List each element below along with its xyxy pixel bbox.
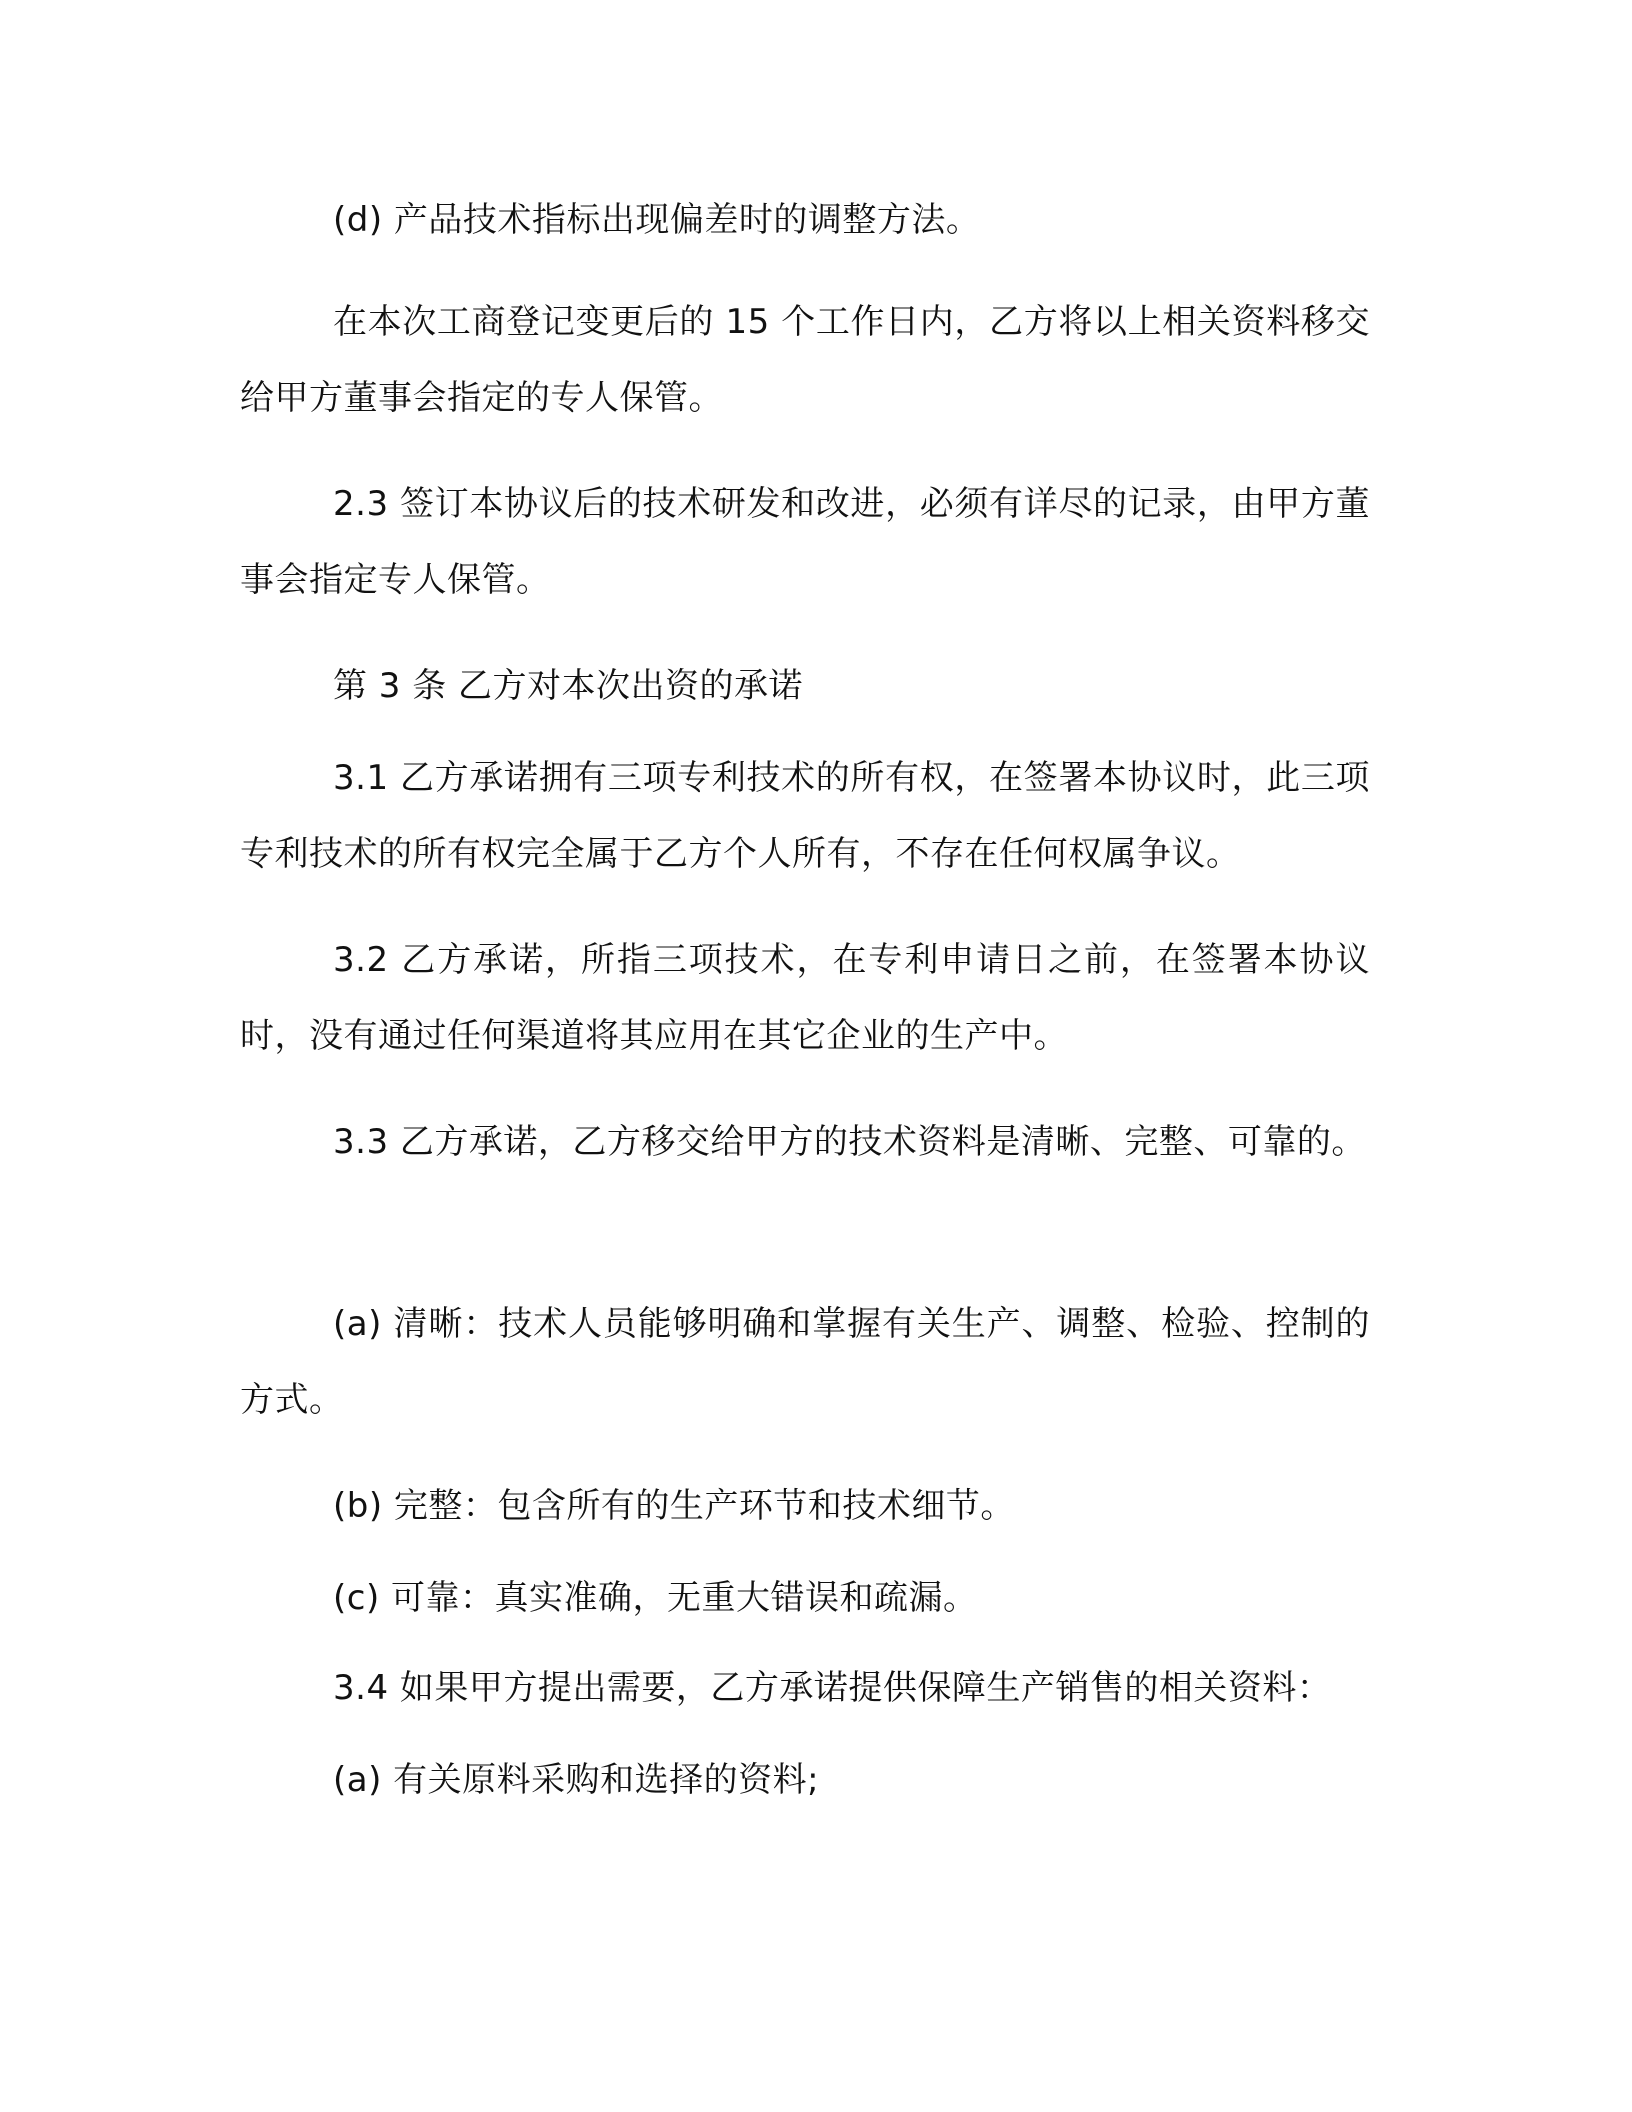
paragraph-3-4a: (a) 有关原料采购和选择的资料;	[333, 1760, 820, 1800]
paragraph-handover-deadline: 在本次工商登记变更后的 15 个工作日内，乙方将以上相关资料移交给甲方董事会指定的专人保管。	[240, 302, 1370, 418]
paragraph-3-1: 3.1 乙方承诺拥有三项专利技术的所有权，在签署本协议时，此三项专利技术的所有权完全属于乙方个人所有，不存在任何权属争议。	[240, 758, 1370, 874]
paragraph-3-2: 3.2 乙方承诺，所指三项技术，在专利申请日之前，在签署本协议时，没有通过任何渠道将其应用在其它企业的生产中。	[240, 940, 1370, 1056]
paragraph-3-3b: (b) 完整：包含所有的生产环节和技术细节。	[333, 1486, 1015, 1526]
article-3-heading: 第 3 条 乙方对本次出资的承诺	[333, 666, 804, 706]
paragraph-2-2d: (d) 产品技术指标出现偏差时的调整方法。	[333, 200, 981, 240]
paragraph-3-3a: (a) 清晰：技术人员能够明确和掌握有关生产、调整、检验、控制的方式。	[240, 1304, 1370, 1420]
paragraph-3-3: 3.3 乙方承诺，乙方移交给甲方的技术资料是清晰、完整、可靠的。	[333, 1122, 1366, 1162]
paragraph-3-3c: (c) 可靠：真实准确，无重大错误和疏漏。	[333, 1578, 978, 1618]
paragraph-2-3: 2.3 签订本协议后的技术研发和改进，必须有详尽的记录，由甲方董事会指定专人保管。	[240, 484, 1370, 600]
paragraph-3-4: 3.4 如果甲方提出需要，乙方承诺提供保障生产销售的相关资料：	[333, 1668, 1332, 1708]
